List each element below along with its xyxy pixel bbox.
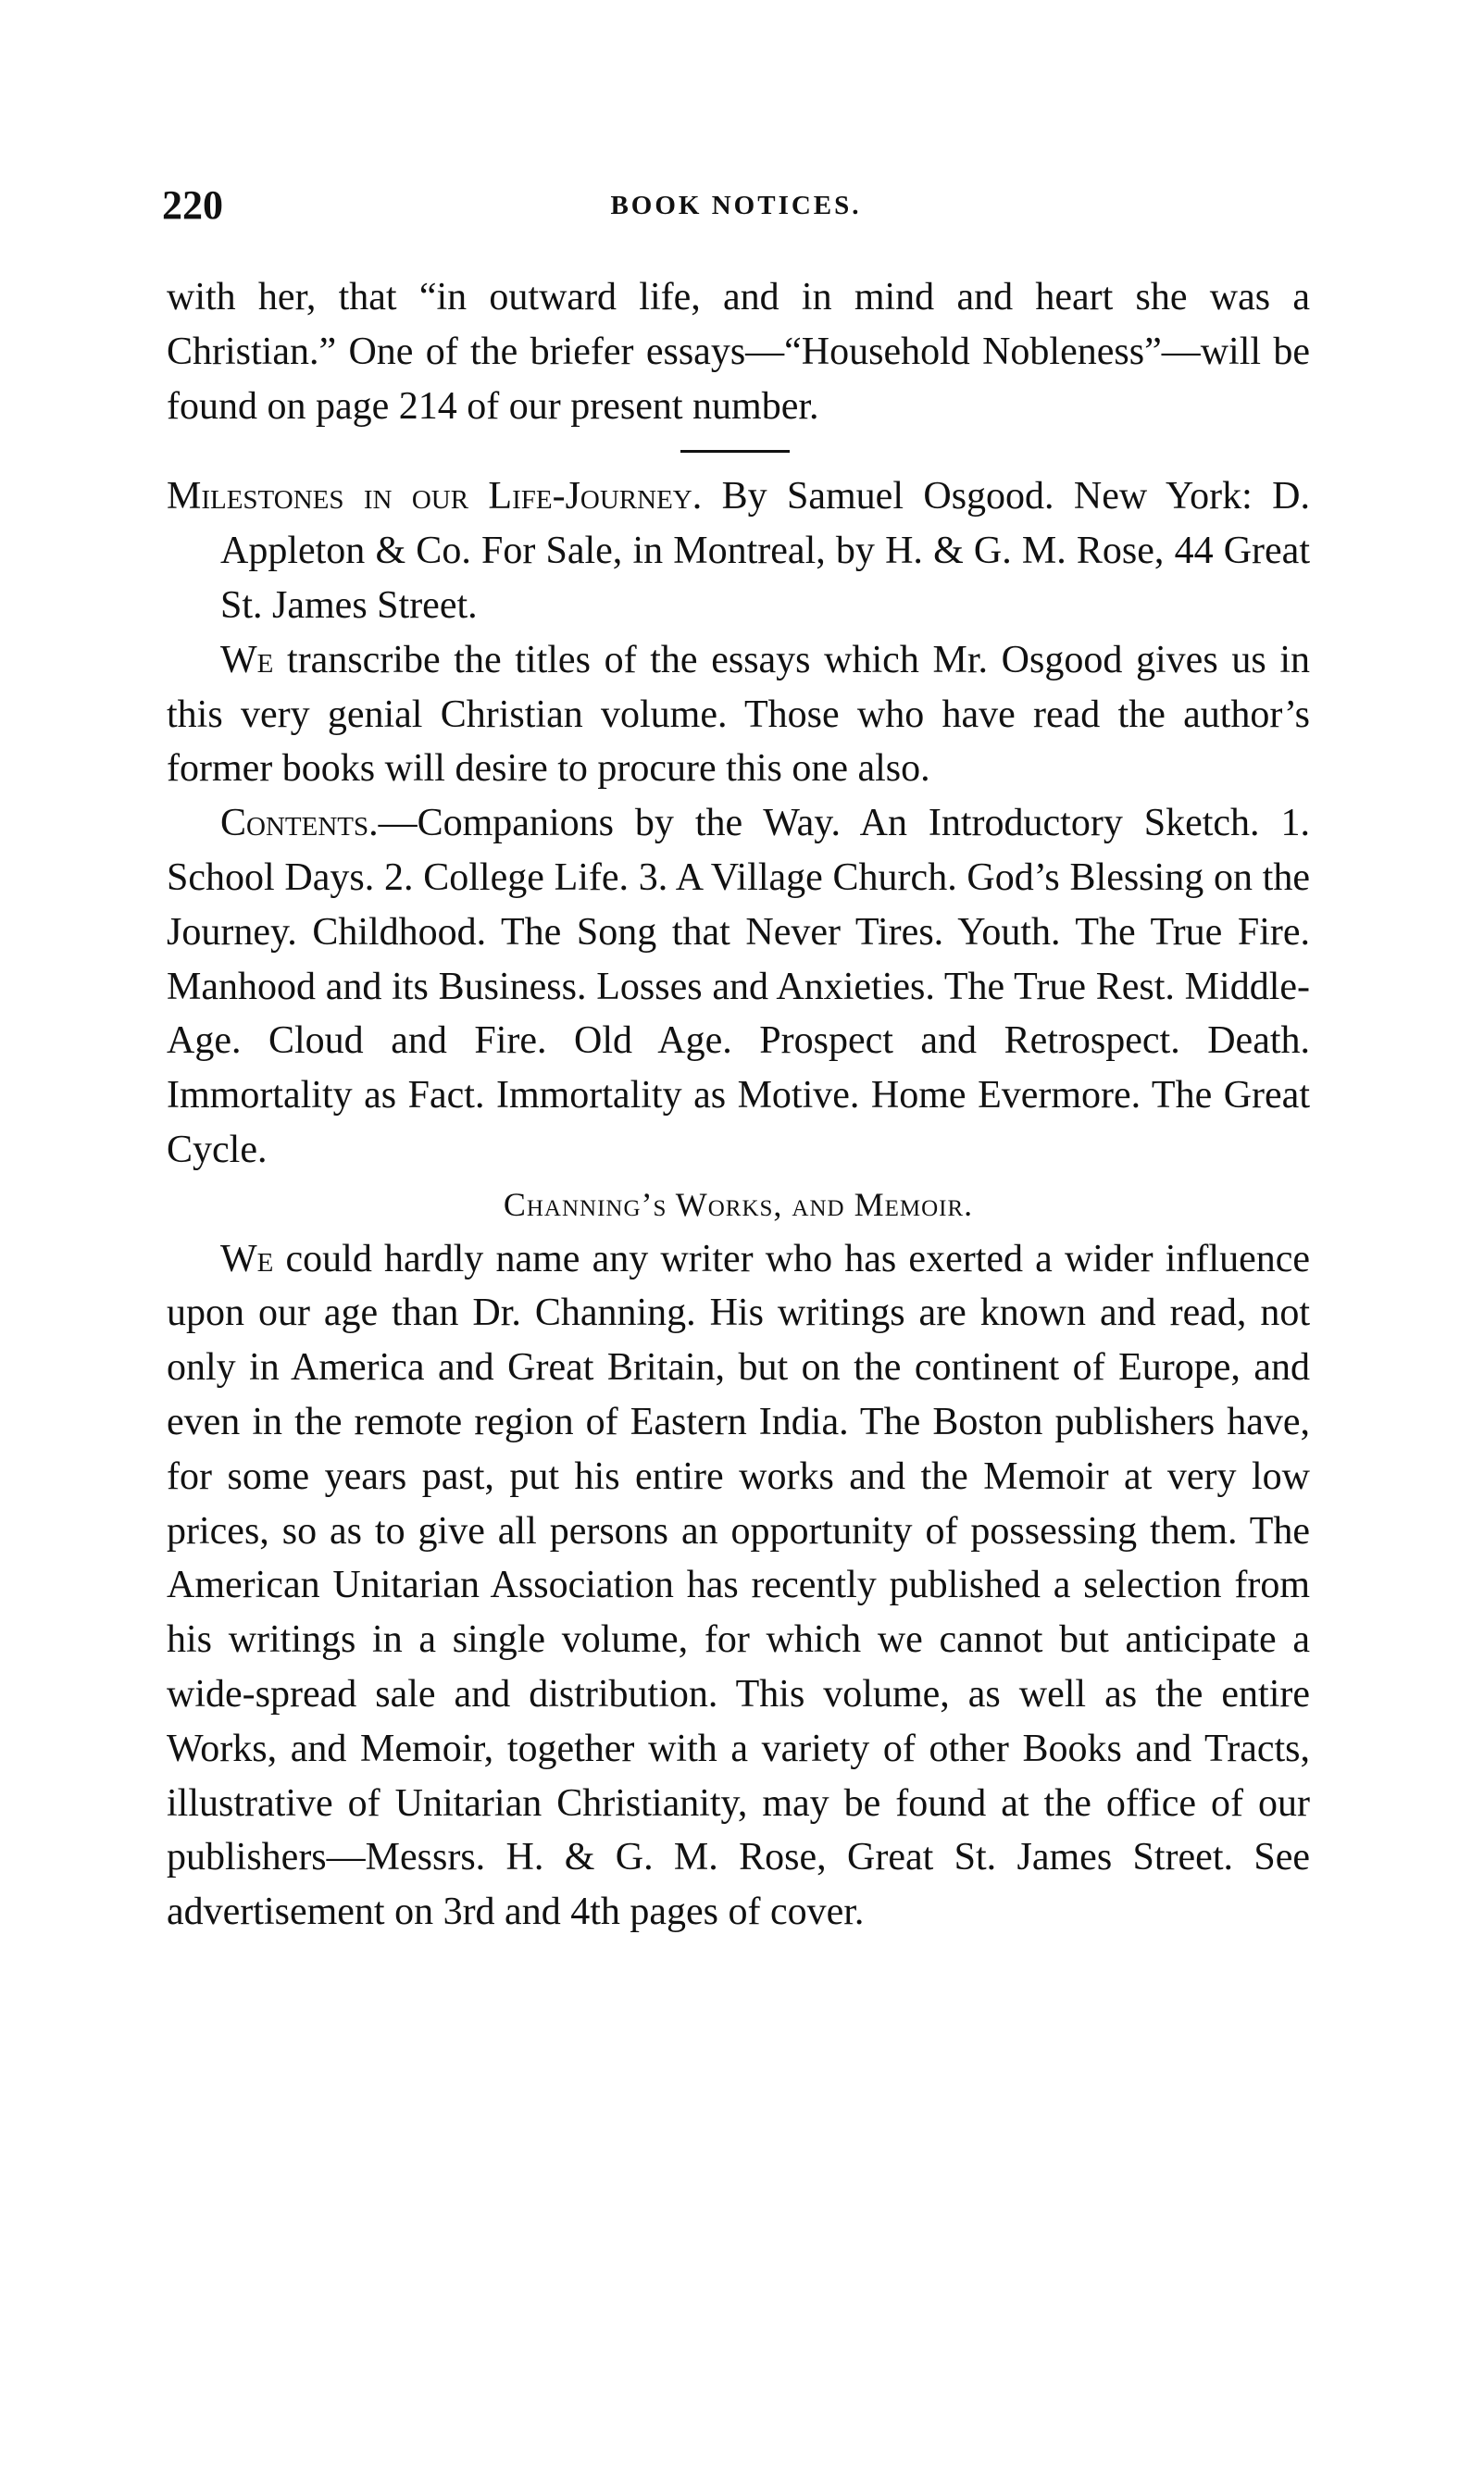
page-number: 220 (162, 182, 223, 228)
running-title: BOOK NOTICES. (610, 191, 862, 220)
book-title: Milestones in our Life-Journey. (167, 475, 703, 518)
channing-text: could hardly name any writer who has exerted a wider influence upon our age than Dr. Channing. His writings are known and read, not only in America and Great Britain, but on the continent of Europe, and even in the remote region of Eastern India. The Boston publishers have, for some years past, put his entire works and the Memoir at very low prices, so as to give all persons an opportunity of possessing them. The American Unitarian Association has recently published a selection from his writings in a single volume, for which we cannot but anticipate a wide-spread sale and distribution. This volume, as well as the entire Works, and Memoir, together with a variety of other Books and Tracts, illustrative of Unitarian Christianity, may be found at the office of our publishers—Messrs. H. & G. M. Rose, Great St. James Street. See advertisement on 3rd and 4th pages of cover. (167, 1237, 1311, 1934)
channing-paragraph (167, 1232, 1310, 1940)
review-paragraph (167, 633, 1310, 796)
contents-label: Contents. (220, 802, 379, 845)
paragraph-continued: with her, that “in outward life, and in mind and heart she was a Christian.” One of the briefer essays—“Household Nobleness”—will be found on page 214 of our present number. (167, 276, 1310, 428)
section-heading: Channing’s Works, and Memoir. (503, 1185, 974, 1223)
lead-word: We (220, 1237, 274, 1280)
contents-paragraph (167, 796, 1310, 1178)
lead-word: We (220, 638, 274, 681)
review-text: transcribe the titles of the essays which Mr. Osgood gives us in this very genial Christian volume. Those who have read the author’s former books will desire to procure this one also. (167, 638, 1311, 791)
page-body (167, 270, 1310, 1940)
contents-list: —Companions by the Way. An Introductory Sketch. 1. School Days. 2. College Life. 3. A Village Church. God’s Blessing on the Journey. Childhood. The Song that Never Tires. Youth. The True Fire. Manhood and its Business. Losses and Anxieties. The True Rest. Middle-Age. Cloud and Fire. Old Age. Prospect and Retrospect. Death. Immortality as Fact. Immortality as Motive. Home Evermore. The Great Cycle. (167, 802, 1310, 1171)
book-notice-milestones (167, 469, 1310, 632)
book-imprint: By Samuel Osgood. New York: D. Appleton & Co. For Sale, in Montreal, by H. & G. M. Rose, 44 Great St. James Street. (220, 475, 1311, 627)
page-header (162, 181, 1310, 237)
section-divider (680, 450, 790, 453)
